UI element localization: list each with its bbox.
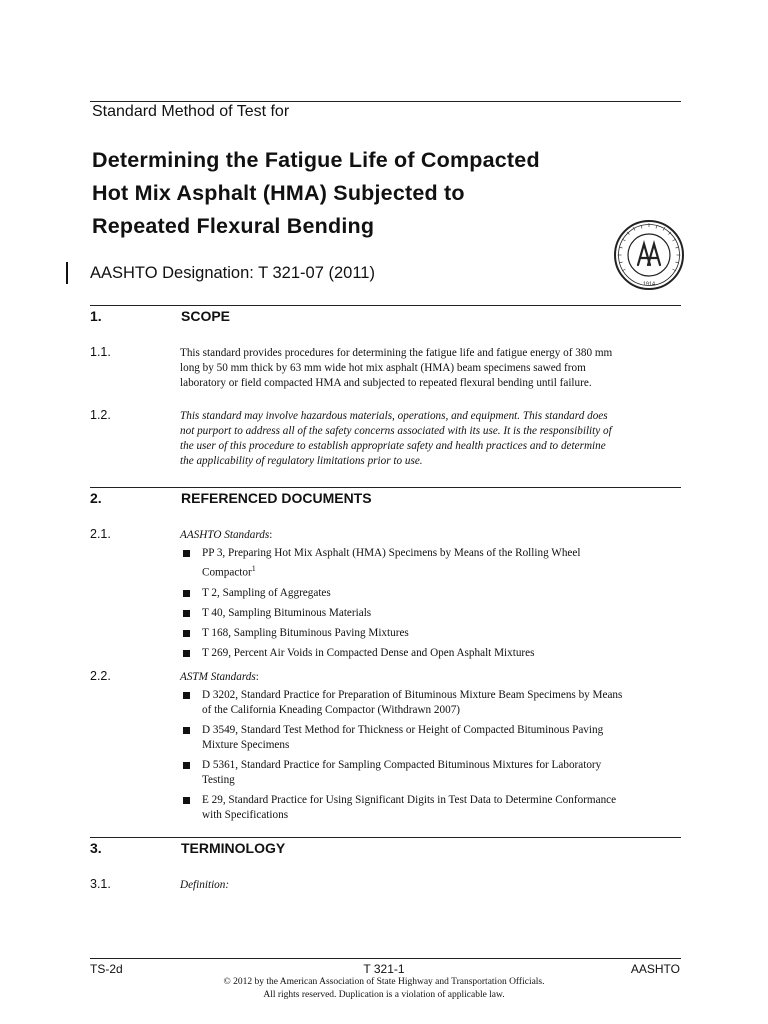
list-item-text: D 3549, Standard Test Method for Thickness or Height of Compacted Bituminous Paving [202,724,604,736]
title-line-3: Repeated Flexural Bending [92,214,375,238]
bullet-icon [183,762,190,769]
para-2-1-label [180,528,680,543]
para-1-1-text [180,346,680,391]
section-3-title: TERMINOLOGY [181,840,286,856]
section-1-number: 1. [90,308,102,324]
aashto-seal-icon [613,219,685,291]
footer-left: TS-2d [90,962,123,976]
section-1-rule [90,305,681,306]
list-item-text: Testing [202,774,235,786]
list-item-text: E 29, Standard Practice for Using Significant Digits in Test Data to Determine Conformance [202,794,617,806]
para-3-1-text: Definition: [180,879,230,891]
para-2-2-number: 2.2. [90,669,111,683]
list-item-text: with Specifications [202,809,289,821]
section-2-rule [90,487,681,488]
list-item [183,758,683,788]
para-1-1-number: 1.1. [90,345,111,359]
list-item-text: D 5361, Standard Practice for Sampling Compacted Bituminous Mixtures for Laboratory [202,759,602,771]
aashto-standards-colon: : [269,529,273,541]
footer-page-number: T 321-1 [363,962,405,976]
pre-title: Standard Method of Test for [92,103,290,120]
para-1-2-number: 1.2. [90,408,111,422]
para-1-2-line: This standard may involve hazardous materials, operations, and equipment. This standard does [180,410,608,422]
footer-right: AASHTO [630,962,680,976]
designation: AASHTO Designation: T 321-07 (2011) [90,264,375,282]
list-item-text: Compactor [202,566,252,579]
section-2-title: REFERENCED DOCUMENTS [181,490,372,506]
list-item-text: T 2, Sampling of Aggregates [202,586,331,599]
bullet-icon [183,727,190,734]
list-item [183,626,683,641]
astm-standards-label: ASTM Standards [180,671,256,683]
list-item-text: T 40, Sampling Bituminous Materials [202,606,372,619]
para-1-1-line: long by 50 mm thick by 63 mm wide hot mix asphalt (HMA) beam specimens sawed from [180,362,586,374]
aashto-standards-list [183,546,683,666]
list-item [183,723,683,753]
list-item-text: Mixture Specimens [202,739,290,751]
para-1-2-text [180,409,680,469]
list-item-text: D 3202, Standard Practice for Preparation of Bituminous Mixture Beam Specimens by Means [202,689,623,701]
top-rule [90,101,681,102]
bullet-icon [183,797,190,804]
section-2-number: 2. [90,490,102,506]
seal-year: 1914 [642,281,656,288]
footnote-marker: 1 [251,564,256,573]
bullet-icon [183,630,190,637]
bullet-icon [183,550,190,557]
bullet-icon [183,692,190,699]
list-item [183,586,683,601]
document-title [92,144,612,243]
copyright-line-2: All rights reserved. Duplication is a violation of applicable law. [263,990,505,1000]
section-3-rule [90,837,681,838]
para-1-2-line: the applicability of regulatory limitations prior to use. [180,455,423,467]
para-3-1-number: 3.1. [90,877,111,891]
para-1-2-line: the user of this procedure to establish appropriate safety and health practices and to determine [180,440,606,452]
copyright-line-1: © 2012 by the American Association of State Highway and Transportation Officials. [223,977,545,987]
bullet-icon [183,610,190,617]
bullet-icon [183,650,190,657]
list-item-text: of the California Kneading Compactor (Withdrawn 2007) [202,704,461,716]
section-1-title: SCOPE [181,308,231,324]
aashto-standards-label: AASHTO Standards [180,529,270,541]
para-1-2-line: not purport to address all of the safety concerns associated with its use. It is the responsibility of [180,425,612,437]
list-item-text: T 168, Sampling Bituminous Paving Mixtures [202,626,409,639]
astm-standards-colon: : [255,671,259,683]
list-item-text: T 269, Percent Air Voids in Compacted Dense and Open Asphalt Mixtures [202,646,535,659]
section-3-number: 3. [90,840,102,856]
para-2-1-number: 2.1. [90,527,111,541]
list-item [183,646,683,661]
list-item [183,606,683,621]
bullet-icon [183,590,190,597]
title-line-2: Hot Mix Asphalt (HMA) Subjected to [92,181,465,205]
list-item [183,688,683,718]
astm-standards-list [183,688,683,828]
list-item-text: PP 3, Preparing Hot Mix Asphalt (HMA) Specimens by Means of the Rolling Wheel [202,547,581,559]
footer-rule [90,958,681,959]
para-1-1-line: This standard provides procedures for determining the fatigue life and fatigue energy of 380 mm [180,347,613,359]
title-line-1: Determining the Fatigue Life of Compacted [92,148,540,172]
para-1-1-line: laboratory or field compacted HMA and subjected to repeated flexural bending until failure. [180,377,592,389]
para-2-2-label [180,670,680,685]
list-item [183,546,683,581]
change-bar [66,262,68,284]
list-item [183,793,683,823]
